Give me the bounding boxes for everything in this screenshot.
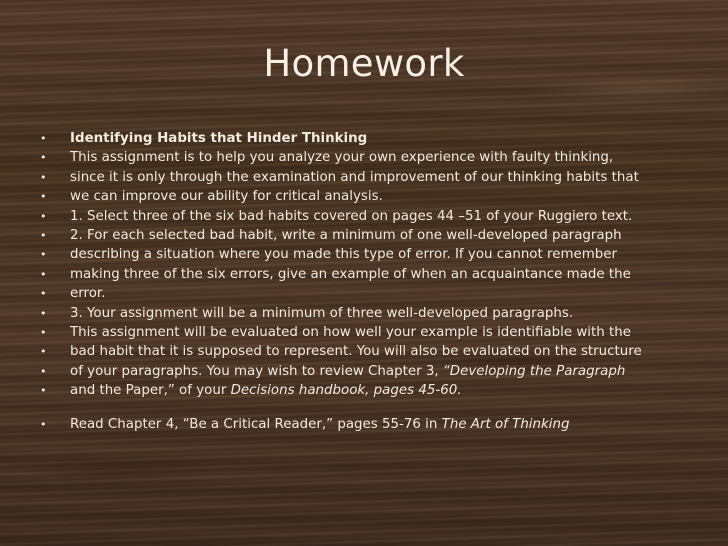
bullet-item [40,323,700,342]
bullet-text: of your paragraphs. You may wish to review Chapter 3, [70,363,439,379]
bullet-text-italic: Decisions handbook, pages 45-60. [226,383,462,399]
bullet-item [40,342,700,361]
bullet-text-italic: The Art of Thinking [437,416,570,432]
bullet-item [40,265,700,284]
bullet-list [40,129,700,434]
bullet-text: describing a situation where you made this type of error. If you cannot remember [70,247,618,263]
slide-title: Homework [263,42,465,85]
bullet-text: This assignment is to help you analyze your own experience with faulty thinking, [70,150,614,166]
bullet-text: we can improve our ability for critical analysis. [70,189,383,205]
bullet-text: and the Paper,” of your [70,383,227,399]
bullet-text: error. [70,286,106,302]
bullet-item [40,304,700,323]
bullet-text: making three of the six errors, give an example of when an acquaintance made the [70,266,631,282]
bullet-item [40,207,700,226]
bullet-dot: • [40,190,47,204]
bullet-text: bad habit that it is supposed to represent. You will also be evaluated on the structure [70,344,642,360]
bullet-item [40,129,700,148]
bullet-item [40,381,700,400]
bullet-text-heading: Identifying Habits that Hinder Thinking [70,131,368,146]
bullet-item [40,245,700,264]
bullet-item [40,362,700,381]
bullet-item [40,284,700,303]
bullet-dot: • [40,345,47,359]
bullet-text: since it is only through the examination and improvement of our thinking habits that [70,169,639,185]
bullet-dot: • [40,248,47,262]
bullet-dot: • [40,267,47,281]
bullet-item [40,187,700,206]
bullet-dot: • [40,306,47,320]
bullet-text: 3. Your assignment will be a minimum of three well-developed paragraphs. [70,305,574,321]
bullet-item [40,148,700,167]
bullet-item [40,415,700,434]
bullet-text-italic: “Developing the Paragraph [438,363,626,379]
bullet-text: This assignment will be evaluated on how well your example is identifiable with the [70,325,631,341]
bullet-dot: • [40,132,47,145]
bullet-dot: • [40,417,47,431]
bullet-dot: • [40,326,47,340]
bullet-dot: • [40,151,47,165]
bullet-dot: • [40,209,47,223]
bullet-dot: • [40,384,47,398]
bullet-text: 2. For each selected bad habit, write a minimum of one well-developed paragraph [70,228,622,244]
bullet-dot: • [40,364,47,378]
bullet-dot: • [40,287,47,301]
bullet-dot: • [40,229,47,243]
bullet-dot: • [40,170,47,184]
bullet-item [40,226,700,245]
bullet-item [40,168,700,187]
bullet-text: Read Chapter 4, “Be a Critical Reader,” pages 55-76 in [70,416,438,432]
bullet-text: 1. Select three of the six bad habits covered on pages 44 –51 of your Ruggiero text. [70,208,633,224]
